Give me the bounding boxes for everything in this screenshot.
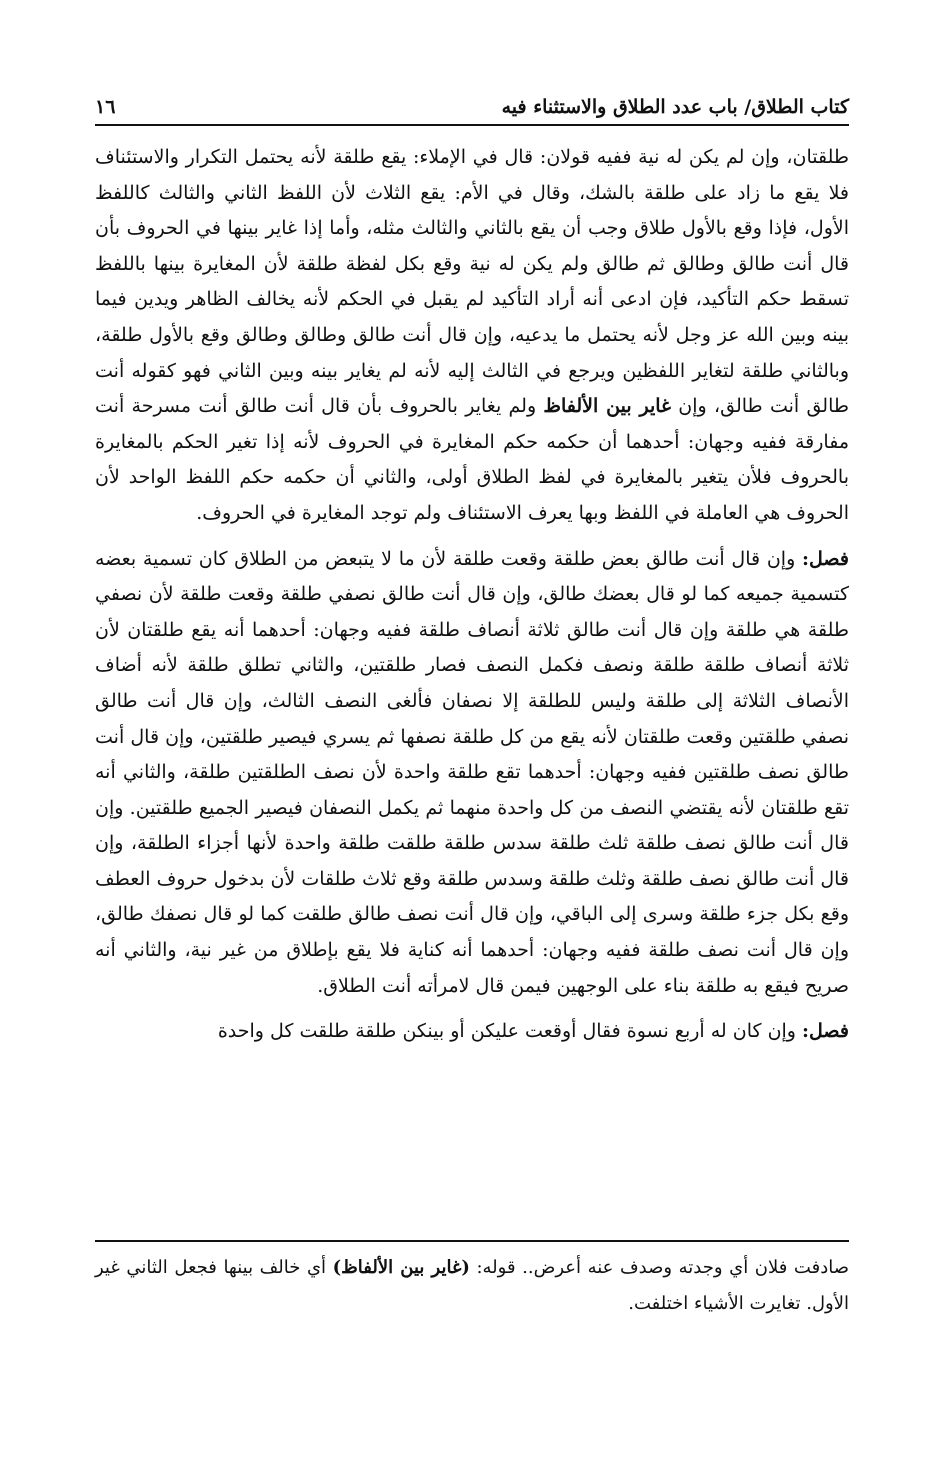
paragraph-1-text-a: طلقتان، وإن لم يكن له نية ففيه قولان: قال في الإملاء: يقع طلقة لأنه يحتمل التكرار والاستئناف فلا يقع ما زاد على طلقة بالشك، وقال في الأم: يقع الثلاث لأن اللفظ الثاني والثالث كاللفظ الأول، فإذا وقع بالأول طلاق وجب أن يقع بالثاني والثالث مثله، وأما إذا غاير بينها في الحروف بأن قال أنت طالق وطالق ثم طالق ولم يكن له نية وقع بكل لفظة طلقة لأن المغايرة بينها باللفظ تسقط حكم التأكيد، فإن ادعى أنه أراد التأكيد لم يقبل في الحكم لأنه يخالف الظاهر ويدين فيما بينه وبين الله عز وجل لأنه يحتمل ما يدعيه، وإن قال أنت طالق وطالق وطالق وقع بالأول طلقة، وبالثاني طلقة لتغاير اللفظين ويرجع في الثالث إليه لأنه لم يغاير بينه وبين الثاني فهو كقوله أنت طالق أنت طالق، وإن — [95, 146, 849, 418]
paragraph-2 — [95, 542, 849, 1005]
footnote-paragraph — [95, 1250, 849, 1322]
header-rule — [95, 124, 849, 126]
section-label: فصل: — [802, 547, 849, 570]
footnote-text-a: صادفت فلان أي وجدته وصدف عنه أعرض.. قوله: — [476, 1257, 849, 1278]
footnote-rule — [95, 1240, 849, 1242]
footnote — [95, 1250, 849, 1322]
paragraph-2-text: وإن قال أنت طالق بعض طلقة وقعت طلقة لأن ما لا يتبعض من الطلاق كان تسمية بعضه كتسمية جميعه كما لو قال بعضك طالق، وإن قال أنت طالق نصفي طلقة وقعت طلقة لأن نصفي طلقة هي طلقة وإن قال أنت طالق ثلاثة أنصاف طلقة ففيه وجهان: أحدهما أنه يقع طلقتان لأن ثلاثة أنصاف طلقة طلقة ونصف فكمل النصف فصار طلقتين، والثاني تطلق طلقة لأنه أضاف الأنصاف الثلاثة إلى طلقة وليس للطلقة إلا نصفان فألغى النصف الثالث، وإن قال أنت طالق نصفي طلقتين وقعت طلقتان لأنه يقع من كل طلقة نصفها ثم يسري فيصير طلقتين، وإن قال أنت طالق نصف طلقتين ففيه وجهان: أحدهما تقع طلقة واحدة لأن نصف الطلقتين طلقة، والثاني أنه تقع طلقتان لأنه يقتضي النصف من كل واحدة منهما ثم يكمل النصفان فيصير الجميع طلقتين. وإن قال أنت طالق نصف طلقة ثلث طلقة سدس طلقة طلقت طلقة واحدة لأنها أجزاء الطلقة، وإن قال أنت طالق نصف طلقة وثلث طلقة وسدس طلقة وقع ثلاث طلقات لأن بدخول حروف العطف وقع بكل جزء طلقة وسرى إلى الباقي، وإن قال أنت نصف طالق طلقت كما لو قال نصفك طالق، وإن قال أنت نصف طلقة ففيه وجهان: أحدهما أنه كناية فلا يقع بإطلاق من غير نية، والثاني أنه صريح فيقع به طلقة بناء على الوجهين فيمن قال لامرأته أنت الطلاق. — [95, 547, 849, 997]
footnote-text-b: أي خالف بينها فجعل الثاني غير الأول. تغايرت الأشياء اختلفت. — [95, 1257, 849, 1314]
footnote-bold-term: (غاير بين الألفاظ) — [332, 1257, 470, 1278]
section-label: فصل: — [802, 1020, 849, 1043]
page-number: ١٦ — [95, 96, 116, 118]
paragraph-3 — [95, 1014, 849, 1050]
page-header — [95, 84, 849, 118]
paragraph-3-text: وإن كان له أربع نسوة فقال أوقعت عليكن أو بينكن طلقة طلقت كل واحدة — [217, 1020, 796, 1043]
main-text — [95, 140, 849, 1050]
running-title: كتاب الطلاق/ باب عدد الطلاق والاستثناء فيه — [501, 96, 849, 118]
paragraph-1-text-b: ولم يغاير بالحروف بأن قال أنت طالق أنت مسرحة أنت مفارقة ففيه وجهان: أحدهما أن حكمه حكم المغايرة في الحروف لأنه إذا تغير الحكم بالمغايرة بالحروف فلأن يتغير بالمغايرة في لفظ الطلاق أولى، والثاني أن حكمه حكم اللفظ الواحد لأن الحروف هي العاملة في اللفظ وبها يعرف الاستئناف ولم توجد المغايرة في الحروف. — [95, 395, 849, 524]
paragraph-1 — [95, 140, 849, 532]
paragraph-1-bold-term: غاير بين الألفاظ — [543, 395, 671, 418]
